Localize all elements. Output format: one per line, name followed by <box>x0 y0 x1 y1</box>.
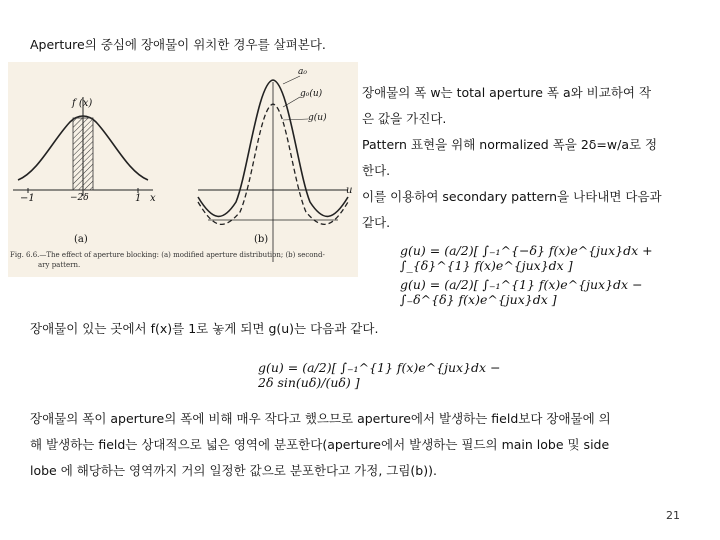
equation-1a: g(u) = (a/2)[ ∫₋₁^{−δ} f(x)e^{jux}dx + ∫_{δ}^{1} f(x)e^{jux}dx ] <box>400 243 653 273</box>
right-line: 은 값을 가진다. <box>362 111 447 126</box>
page-title: Aperture의 중심에 장애물이 위치한 경우를 살펴본다. <box>30 37 326 52</box>
figure-caption-line2: ary pattern. <box>38 261 81 269</box>
right-line: 장애물의 폭 w는 total aperture 폭 a와 비교하여 작 <box>362 85 652 100</box>
aperture-figure <box>8 62 358 277</box>
fx-label: f (x) <box>72 98 93 109</box>
panel-a-label: (a) <box>74 234 88 245</box>
equation-2: g(u) = (a/2)[ ∫₋₁^{1} f(x)e^{jux}dx − 2δ sin(uδ)/(uδ) ] <box>258 360 501 390</box>
right-line: 한다. <box>362 163 391 178</box>
tick-one: 1 <box>135 193 142 204</box>
a0-label: a₀ <box>298 67 307 77</box>
panel-b <box>198 76 348 262</box>
paragraph-line: 해 발생하는 field는 상대적으로 넓은 영역에 분포한다(aperture에서 발생하는 필드의 main lobe 및 side <box>30 437 610 452</box>
right-line: 같다. <box>362 215 391 230</box>
u-axis-label: u <box>346 185 353 196</box>
equation-block-1 <box>400 233 680 305</box>
tick-minus-one: −1 <box>20 193 35 204</box>
page-number: 21 <box>666 509 680 522</box>
tick-minus-two-delta: −2δ <box>70 193 89 203</box>
right-line: Pattern 표현을 위해 normalized 폭을 2δ=w/a로 정 <box>362 137 658 152</box>
x-axis-label: x <box>150 193 156 204</box>
right-text-block <box>362 80 662 236</box>
right-line: 이를 이용하여 secondary pattern을 나타내면 다음과 <box>362 189 662 204</box>
bottom-paragraph <box>30 406 611 484</box>
panel-b-label: (b) <box>254 234 269 245</box>
g0-label: g₀(u) <box>300 89 323 99</box>
figure-caption-line1: Fig. 6.6.—The effect of aperture blocking: (a) modified aperture distribution; (b) second- <box>10 251 325 259</box>
paragraph-line: lobe 에 해당하는 영역까지 거의 일정한 값으로 분포한다고 가정, 그림(b)). <box>30 463 437 478</box>
panel-a <box>13 97 153 196</box>
mid-sentence: 장애물이 있는 곳에서 f(x)를 1로 놓게 되면 g(u)는 다음과 같다. <box>30 321 379 336</box>
equation-1b: g(u) = (a/2)[ ∫₋₁^{1} f(x)e^{jux}dx − ∫₋δ^{δ} f(x)e^{jux}dx ] <box>400 277 643 307</box>
equation-block-2 <box>258 346 518 392</box>
paragraph-line: 장애물의 폭이 aperture의 폭에 비해 매우 작다고 했으므로 aperture에서 발생하는 field보다 장애물에 의 <box>30 411 611 426</box>
gu-label: g(u) <box>308 113 327 123</box>
